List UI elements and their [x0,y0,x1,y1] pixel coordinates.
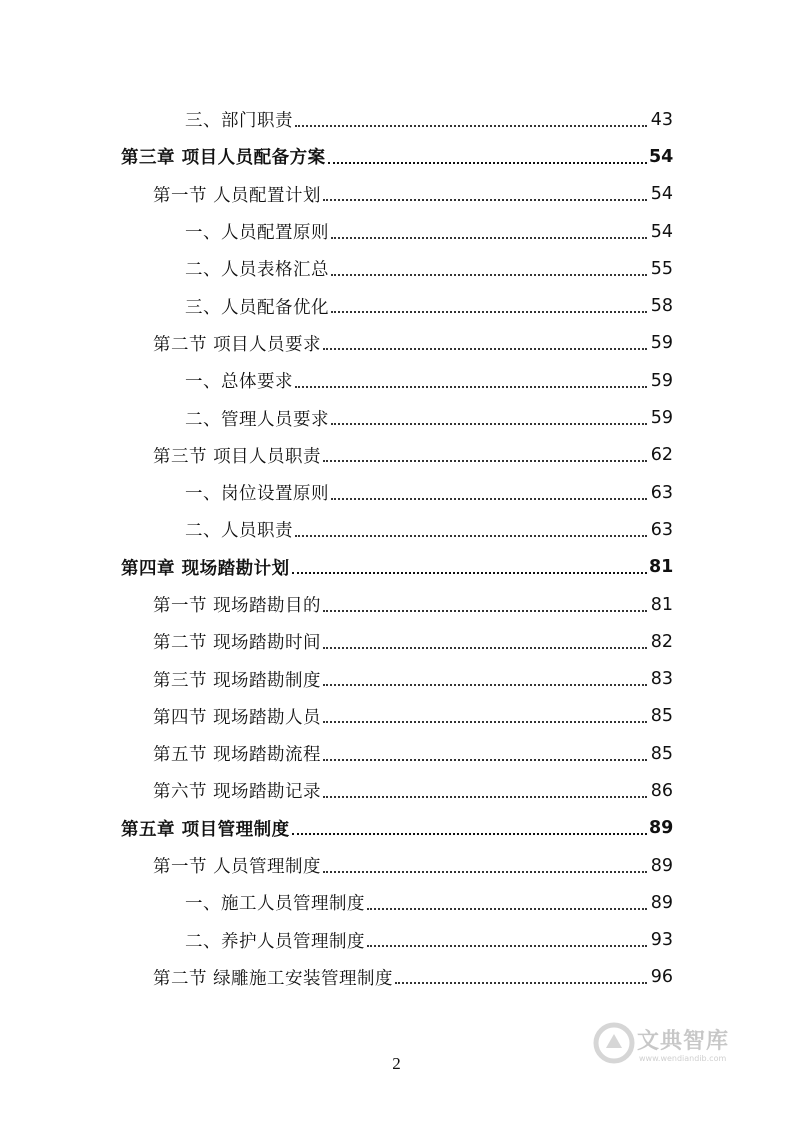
toc-entry-label: 第二节 绿雕施工安装管理制度 [153,968,394,989]
toc-entry-page-number: 85 [650,743,673,764]
toc-dot-leader [292,833,647,835]
toc-entry-page-number: 58 [650,296,673,317]
toc-entry-page-number: 63 [650,482,673,503]
toc-dot-leader [323,647,647,649]
toc-entry-page-number: 96 [650,967,673,988]
toc-entry-label: 第四章 现场踏勘计划 [121,558,290,579]
toc-entry-page-number: 43 [650,109,673,130]
toc-entry-label: 二、人员职责 [185,521,293,542]
toc-dot-leader [331,274,647,276]
toc-entry[interactable] [0,959,793,996]
toc-entry-page-number: 55 [650,258,673,279]
toc-dot-leader [331,423,647,425]
toc-dot-leader [295,535,647,537]
toc-entry-label: 一、总体要求 [185,372,293,393]
toc-dot-leader [323,199,647,201]
toc-entry-page-number: 85 [650,706,673,727]
toc-entry-label: 第三章 项目人员配备方案 [121,148,326,169]
toc-entry[interactable] [0,549,793,586]
toc-entry-label: 三、部门职责 [185,111,293,132]
toc-entry-label: 二、管理人员要求 [185,409,329,430]
toc-dot-leader [331,311,647,313]
toc-entry-label: 一、岗位设置原则 [185,484,329,505]
toc-entry-label: 一、施工人员管理制度 [185,894,365,915]
toc-entry[interactable] [0,586,793,623]
toc-entry[interactable] [0,660,793,697]
toc-dot-leader [323,348,647,350]
toc-entry-label: 第二节 项目人员要求 [153,334,322,355]
toc-dot-leader [323,460,647,462]
toc-entry-label: 二、养护人员管理制度 [185,931,365,952]
toc-entry-page-number: 86 [650,780,673,801]
toc-entry[interactable] [0,213,793,250]
toc-entry-page-number: 54 [650,221,673,242]
toc-entry-label: 第三节 现场踏勘制度 [153,670,322,691]
toc-entry[interactable] [0,511,793,548]
toc-entry-label: 第一节 人员管理制度 [153,857,322,878]
toc-dot-leader [323,759,647,761]
toc-entry-label: 一、人员配置原则 [185,223,329,244]
toc-entry[interactable] [0,437,793,474]
toc-entry-page-number: 93 [650,930,673,951]
watermark-url: www.wendiandib.com [639,1054,727,1063]
toc-entry[interactable] [0,250,793,287]
watermark [593,1016,763,1076]
toc-entry[interactable] [0,325,793,362]
toc-entry-label: 第五节 现场踏勘流程 [153,745,322,766]
toc-entry-page-number: 54 [649,146,674,167]
toc-entry-page-number: 59 [650,370,673,391]
toc-dot-leader [323,684,647,686]
toc-entry[interactable] [0,176,793,213]
toc-entry-page-number: 63 [650,519,673,540]
watermark-logo-icon [593,1022,635,1064]
toc-dot-leader [331,237,647,239]
toc-dot-leader [295,125,647,127]
toc-entry[interactable] [0,101,793,138]
toc-entry[interactable] [0,772,793,809]
toc-dot-leader [367,945,647,947]
toc-dot-leader [292,572,647,574]
toc-entry-page-number: 54 [650,184,673,205]
toc-entry-page-number: 81 [649,557,674,578]
toc-entry-label: 第四节 现场踏勘人员 [153,707,322,728]
toc-dot-leader [323,871,647,873]
page-number: 2 [392,1054,401,1073]
toc-entry[interactable] [0,623,793,660]
toc-dot-leader [323,796,647,798]
toc-entry-label: 三、人员配备优化 [185,297,329,318]
toc-entry[interactable] [0,362,793,399]
toc-entry-page-number: 82 [650,631,673,652]
toc-entry-page-number: 59 [650,333,673,354]
toc-entry[interactable] [0,399,793,436]
toc-entry-page-number: 89 [650,855,673,876]
toc-entry-label: 二、人员表格汇总 [185,260,329,281]
toc-dot-leader [295,386,647,388]
toc-entry-label: 第三节 项目人员职责 [153,446,322,467]
toc-dot-leader [395,982,647,984]
toc-entry[interactable] [0,735,793,772]
toc-entry-label: 第六节 现场踏勘记录 [153,782,322,803]
toc-entry-page-number: 81 [650,594,673,615]
toc-entry[interactable] [0,847,793,884]
toc-dot-leader [328,162,647,164]
toc-entry[interactable] [0,884,793,921]
toc-entry-label: 第二节 现场踏勘时间 [153,633,322,654]
toc-dot-leader [323,721,647,723]
toc-entry-page-number: 62 [650,445,673,466]
toc-entry-label: 第一节 现场踏勘目的 [153,596,322,616]
toc-entry-page-number: 89 [649,818,674,839]
toc-entry[interactable] [0,287,793,324]
toc-entry-page-number: 89 [650,892,673,913]
toc-dot-leader [331,498,647,500]
toc-dot-leader [367,908,647,910]
watermark-title: 文典智库 [637,1029,730,1054]
toc-entry[interactable] [0,474,793,511]
toc-entry[interactable] [0,810,793,847]
toc-entry-label: 第五章 项目管理制度 [121,819,290,840]
toc-entry[interactable] [0,698,793,735]
table-of-contents [0,101,793,996]
toc-entry[interactable] [0,922,793,959]
toc-entry-label: 第一节 人员配置计划 [153,185,322,206]
toc-dot-leader [323,610,647,612]
toc-entry-page-number: 83 [650,669,673,690]
toc-entry[interactable] [0,138,793,175]
toc-entry-page-number: 59 [650,408,673,429]
